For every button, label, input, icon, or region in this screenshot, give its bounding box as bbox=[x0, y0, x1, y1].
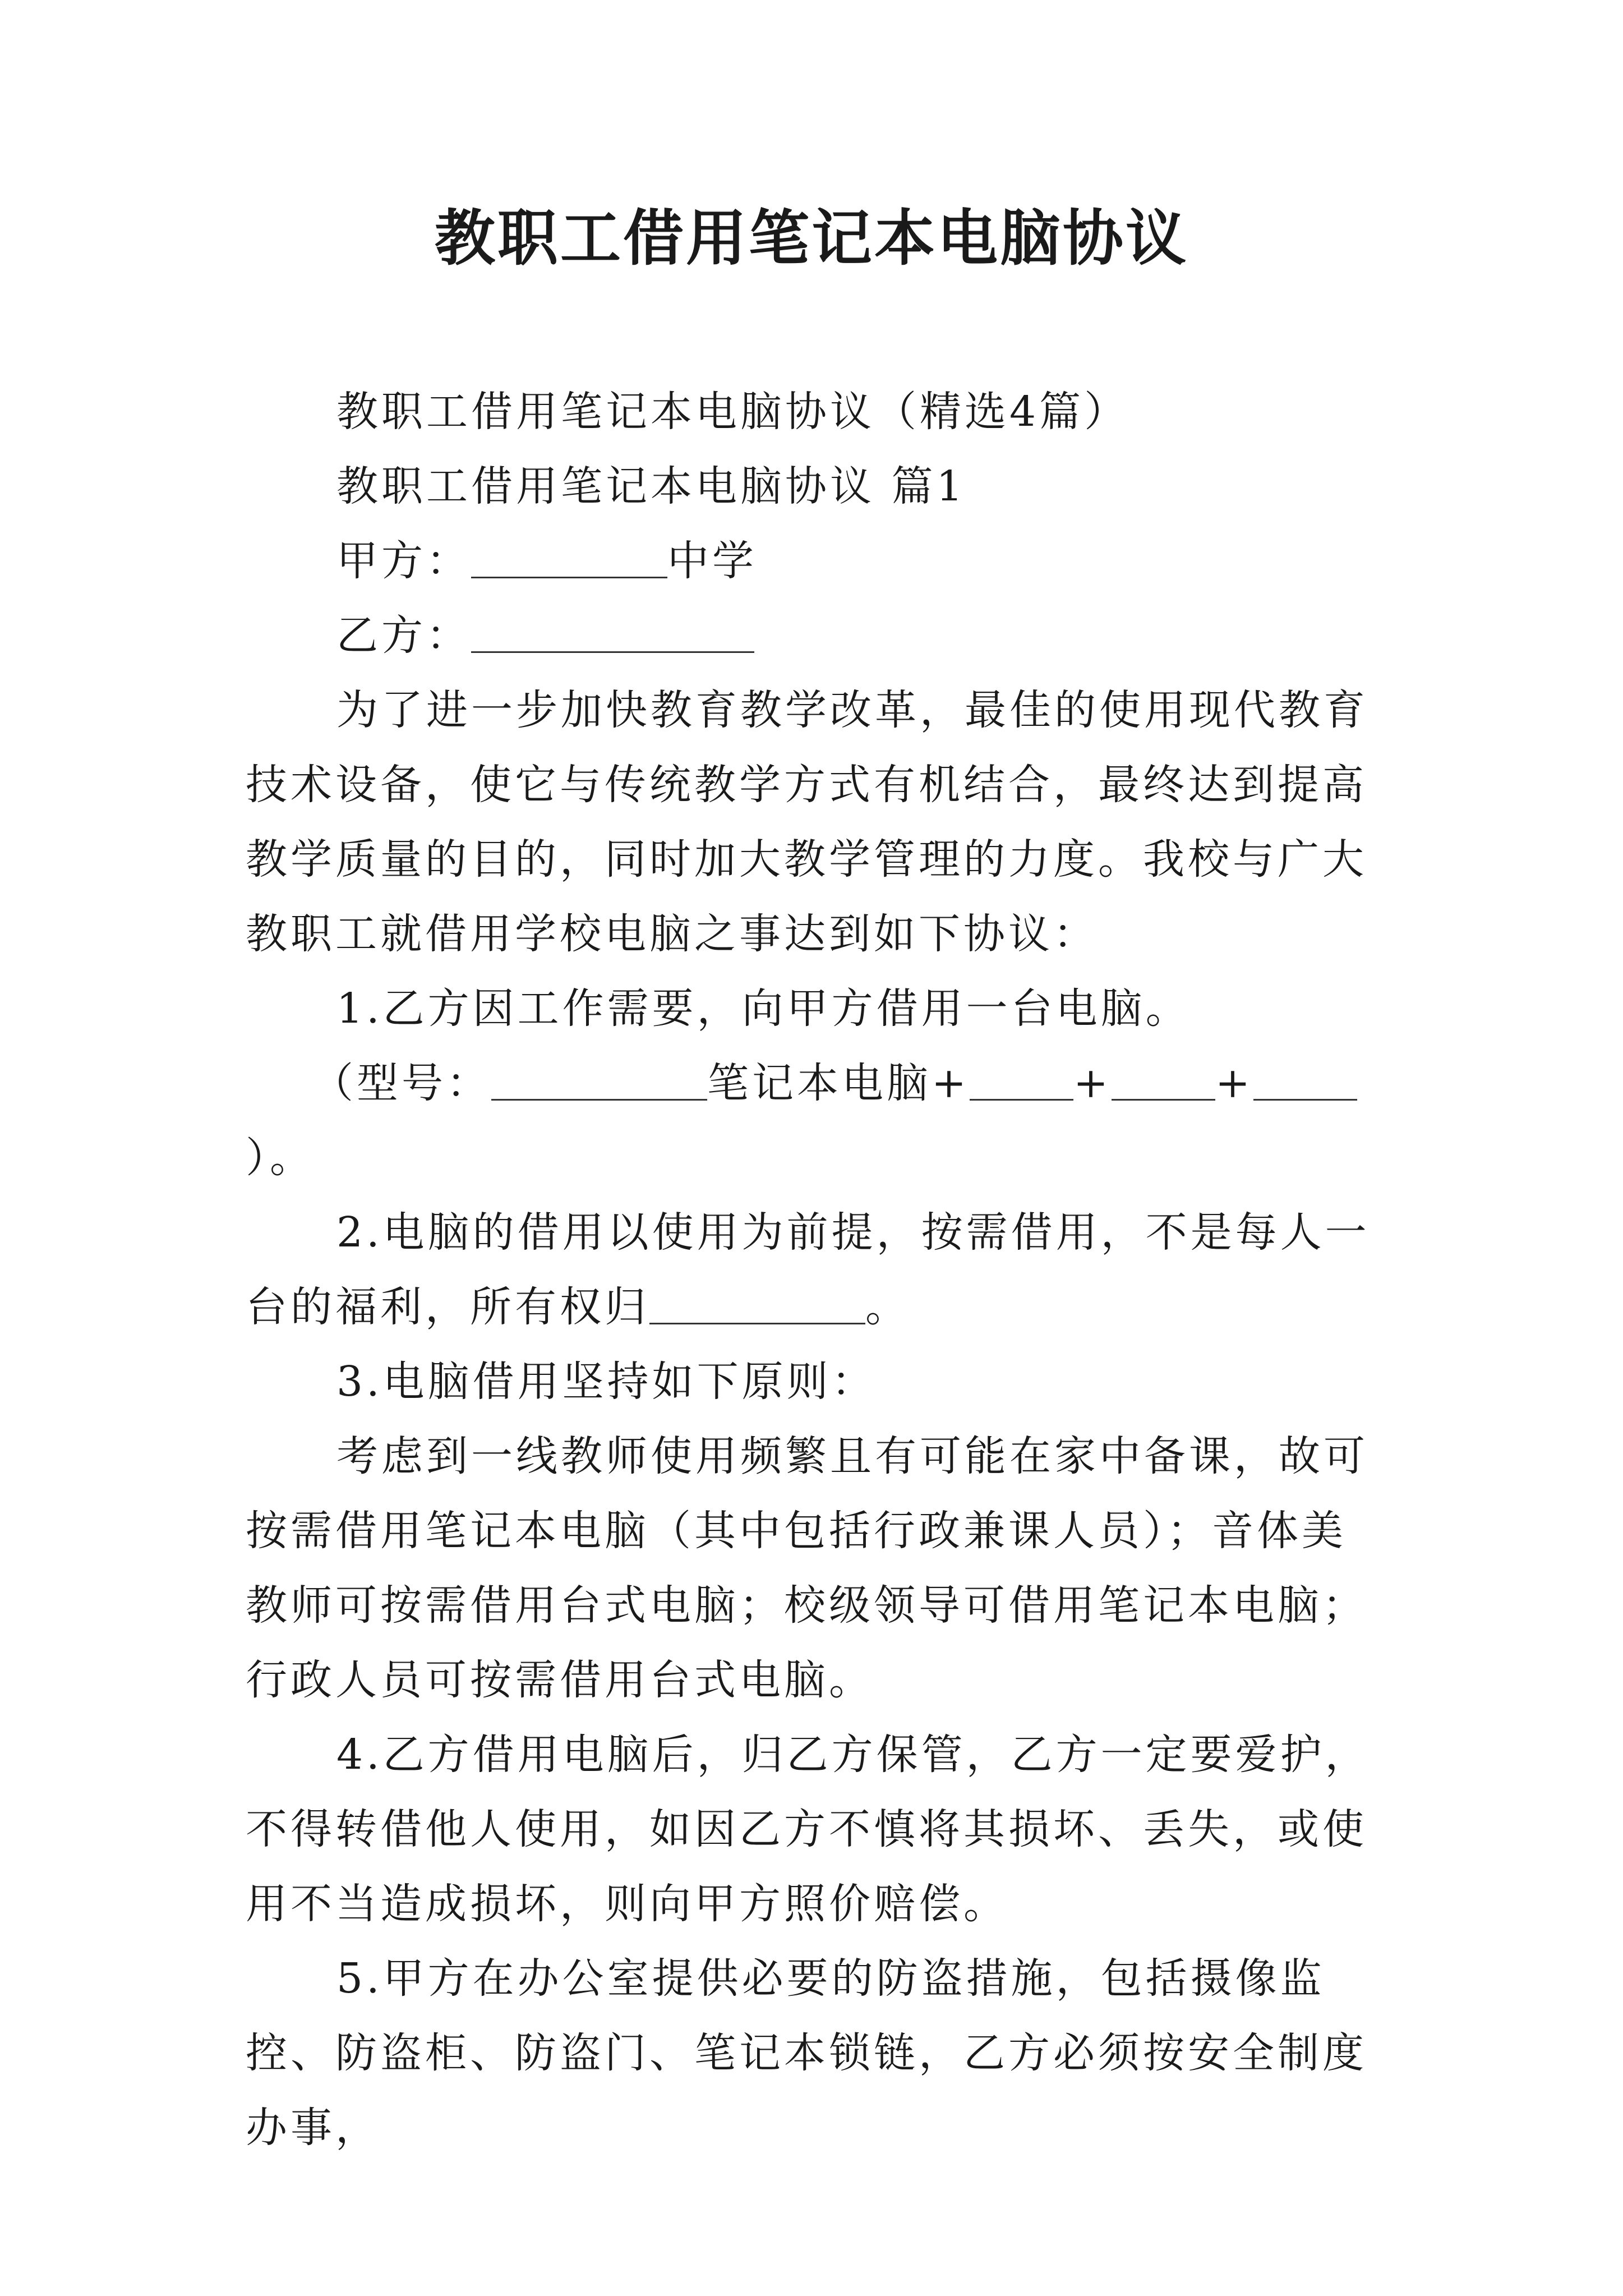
item-2-text: 2.电脑的借用以使用为前提，按需借用，不是每人一台的福利，所有权归 bbox=[246, 1208, 1370, 1331]
model-open: （型号： bbox=[312, 1059, 491, 1107]
party-a-suffix: 中学 bbox=[667, 537, 757, 585]
item-3: 3.电脑借用坚持如下原则： bbox=[336, 1358, 877, 1406]
item-2-end: 。 bbox=[865, 1283, 910, 1331]
document-title: 教职工借用笔记本电脑协议 bbox=[434, 203, 1188, 274]
party-b-line bbox=[246, 599, 1378, 673]
principle-paragraph: 考虑到一线教师使用频繁且有可能在家中备课，故可按需借用笔记本电脑（其中包括行政兼课人员）；音体美教师可按需借用台式电脑；校级领导可借用笔记本电脑；行政人员可按需借用台式电脑。 bbox=[246, 1432, 1368, 1704]
section-heading: 教职工借用笔记本电脑协议 篇1 bbox=[336, 462, 966, 510]
model-plus-2: + bbox=[1215, 1059, 1254, 1107]
subtitle: 教职工借用笔记本电脑协议（精选4篇） bbox=[336, 388, 1129, 436]
item-5: 5.甲方在办公室提供必要的防盗措施，包括摄像监控、防盗柜、防盗门、笔记本锁链，乙方必须按安全制度办事， bbox=[246, 1954, 1367, 2152]
document-body bbox=[246, 375, 1378, 2165]
party-b-label: 乙方： bbox=[336, 611, 471, 660]
party-b-blank bbox=[471, 612, 754, 653]
item-2 bbox=[246, 1195, 1378, 1345]
intro-paragraph: 为了进一步加快教育教学改革，最佳的使用现代教育技术设备，使它与传统教学方式有机结合，最终达到提高教学质量的目的，同时加大教学管理的力度。我校与广大教职工就借用学校电脑之事达到如下协议： bbox=[246, 686, 1368, 958]
model-plus-1: + bbox=[1073, 1059, 1112, 1107]
party-a-label: 甲方： bbox=[336, 537, 471, 585]
model-line bbox=[246, 1046, 1378, 1195]
item-4: 4.乙方借用电脑后，归乙方保管，乙方一定要爱护，不得转借他人使用，如因乙方不慎将其损坏、丢失，或使用不当造成损坏，则向甲方照价赔偿。 bbox=[246, 1731, 1370, 1928]
ownership-blank bbox=[649, 1283, 865, 1324]
model-blank-4 bbox=[1253, 1060, 1357, 1101]
item-1: 1.乙方因工作需要，向甲方借用一台电脑。 bbox=[336, 984, 1191, 1033]
model-blank-2 bbox=[970, 1060, 1073, 1101]
model-blank-3 bbox=[1112, 1060, 1215, 1101]
model-blank-1 bbox=[491, 1060, 707, 1101]
party-a-line bbox=[246, 524, 1378, 599]
party-a-blank bbox=[471, 537, 667, 578]
model-close: ）。 bbox=[246, 1134, 315, 1182]
model-mid: 笔记本电脑+ bbox=[707, 1059, 970, 1107]
